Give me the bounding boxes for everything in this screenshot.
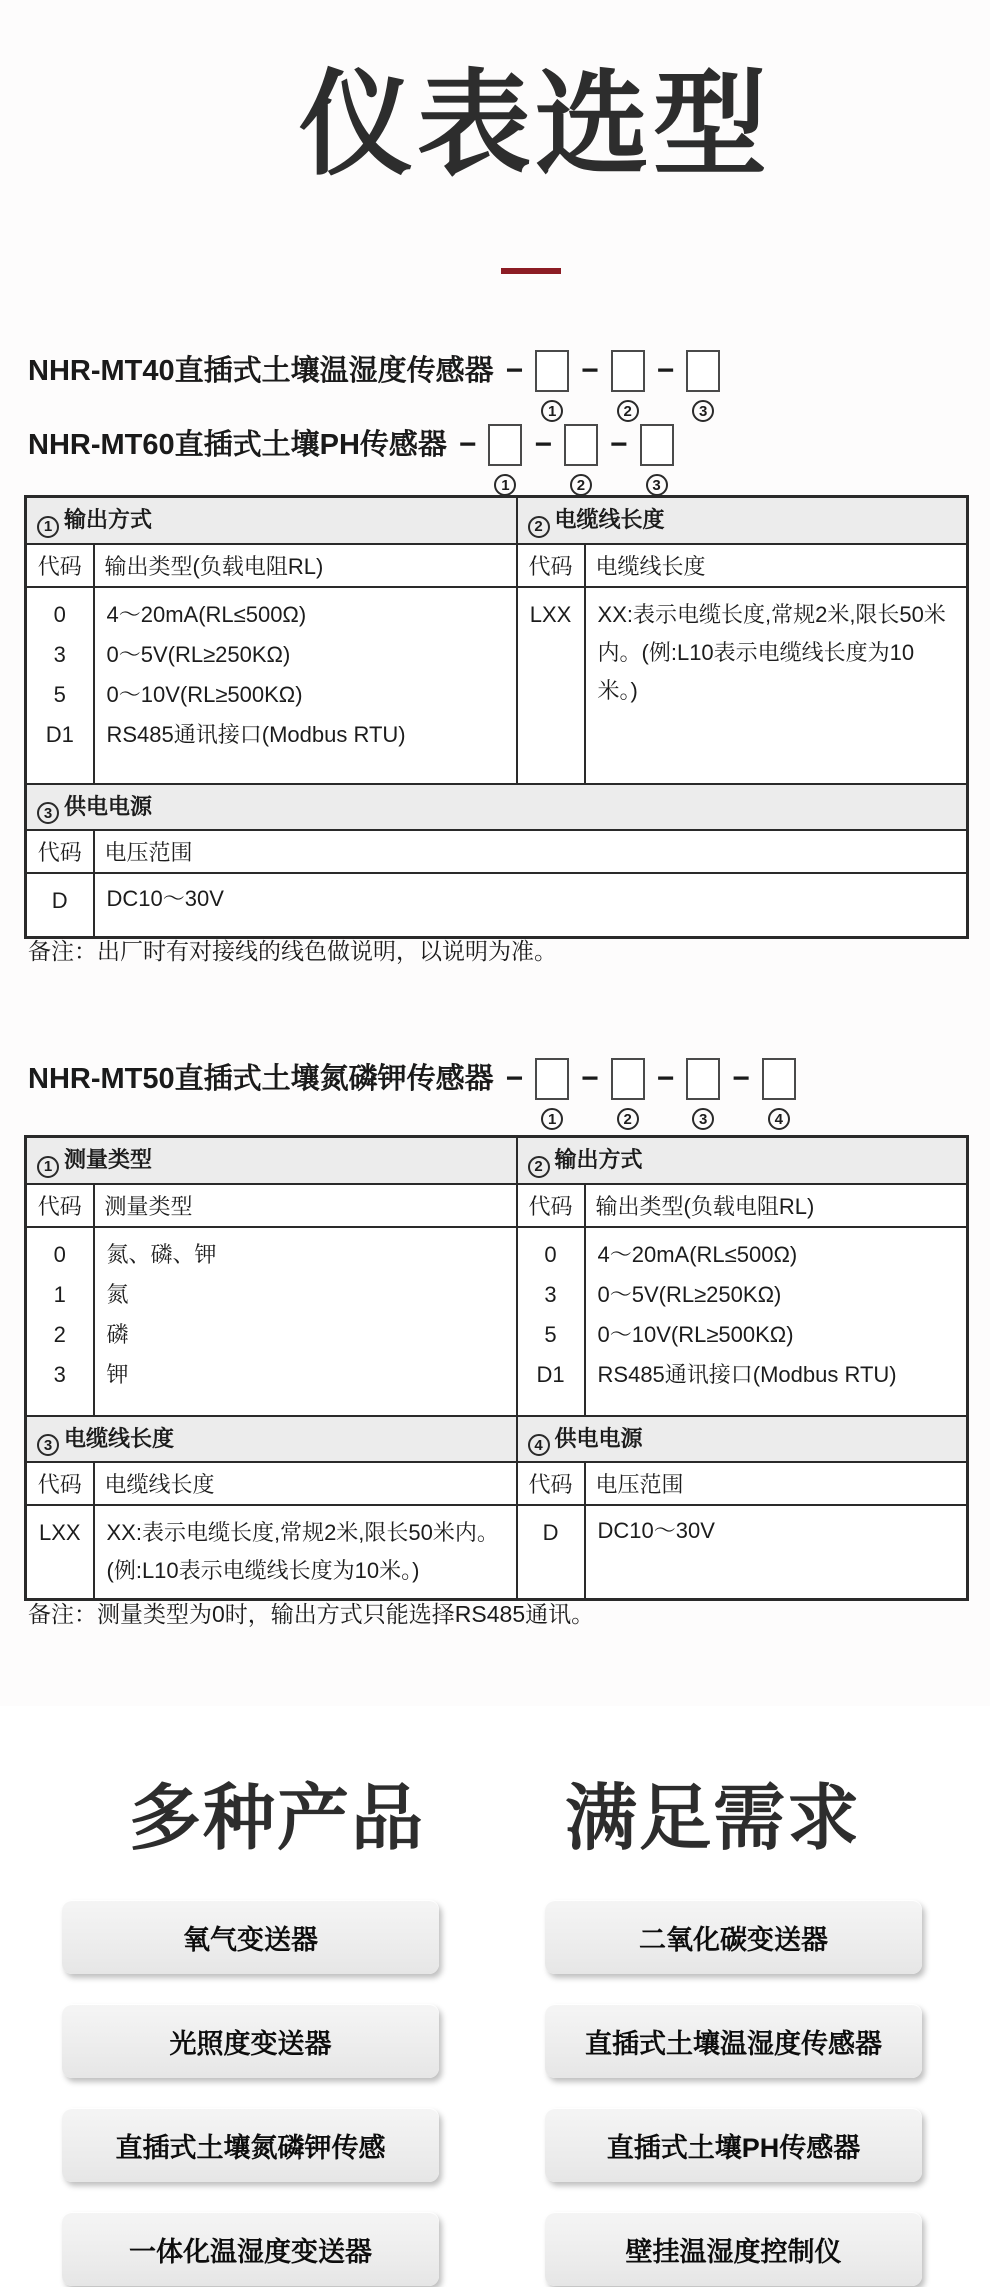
code-header-cell: 代码 <box>26 544 94 587</box>
product-button[interactable]: 直插式土壤温湿度传感器 <box>545 2004 922 2078</box>
section-number-icon: 1 <box>37 1156 59 1178</box>
option-box <box>686 350 720 392</box>
dash: − <box>581 354 599 387</box>
value-header-cell: 输出类型(负载电阻RL) <box>585 1184 968 1227</box>
product-button[interactable]: 壁挂温湿度控制仪 <box>545 2212 922 2286</box>
model-mt60 <box>28 424 674 496</box>
band-title: 供电电源 <box>64 793 153 819</box>
model-slot <box>494 1058 570 1130</box>
slot-number: 3 <box>692 400 714 422</box>
page-title: 仪表选型 <box>298 62 771 189</box>
option-box <box>686 1058 720 1100</box>
band-power-supply <box>26 784 968 831</box>
dash: − <box>505 1062 524 1095</box>
dash: − <box>732 1062 750 1095</box>
section-number-icon: 3 <box>37 802 59 824</box>
band-title: 供电电源 <box>554 1425 643 1451</box>
model-mt40 <box>28 350 720 422</box>
slot-number: 2 <box>617 400 639 422</box>
note-table2: 备注：测量类型为0时，输出方式只能选择RS485通讯。 <box>28 1601 595 1627</box>
dash: − <box>609 428 628 461</box>
model-slot <box>598 424 674 496</box>
dash: − <box>534 428 552 461</box>
model-mt50-name: NHR-MT50直插式土壤氮磷钾传感器 <box>28 1063 494 1095</box>
slot-number: 4 <box>768 1108 790 1130</box>
band-title: 测量类型 <box>64 1147 153 1172</box>
accent-divider <box>501 268 561 274</box>
model-slot <box>447 424 523 496</box>
band-power-supply <box>517 1416 968 1463</box>
code-header-cell: 代码 <box>26 830 94 873</box>
band-title: 电缆线长度 <box>64 1425 175 1451</box>
products-grid <box>62 1900 922 2286</box>
value-header-cell: 电压范围 <box>585 1462 968 1505</box>
dash: − <box>581 1062 599 1095</box>
model-slot <box>720 1058 796 1130</box>
code-cell: 0 1 2 3 <box>26 1227 94 1416</box>
slot-number: 1 <box>494 474 516 496</box>
dash: − <box>505 354 524 387</box>
value-cell: 4～20mA(RL≤500Ω) 0～5V(RL≥250KΩ) 0～10V(RL≥500KΩ) RS485通讯接口(Modbus RTU) <box>94 587 517 784</box>
slot-number: 1 <box>541 400 563 422</box>
band-measure-type <box>26 1137 517 1184</box>
band-title: 输出方式 <box>64 507 153 532</box>
value-cell: 4～20mA(RL≤500Ω) 0～5V(RL≥250KΩ) 0～10V(RL≥500KΩ) RS485通讯接口(Modbus RTU) <box>585 1227 968 1416</box>
option-box <box>535 1058 569 1100</box>
code-header-cell: 代码 <box>26 1184 94 1227</box>
code-cell: 0 3 5 D1 <box>26 587 94 784</box>
products-heading <box>0 1760 990 1864</box>
table-mt40-mt60-options <box>24 495 969 939</box>
slot-number: 1 <box>541 1108 563 1130</box>
section-number-icon: 1 <box>37 516 59 538</box>
value-header-cell: 测量类型 <box>94 1184 517 1227</box>
dash: − <box>656 354 675 387</box>
product-button[interactable]: 直插式土壤氮磷钾传感 <box>62 2108 439 2182</box>
value-header-cell: 输出类型(负载电阻RL) <box>94 544 517 587</box>
value-cell: XX:表示电缆长度,常规2米,限长50米内。(例:L10表示电缆线长度为10米。) <box>94 1505 517 1599</box>
option-box <box>640 424 674 466</box>
model-slot <box>569 1058 645 1130</box>
model-slot <box>645 1058 721 1130</box>
value-header-cell: 电缆线长度 <box>585 544 968 587</box>
option-box <box>762 1058 796 1100</box>
slot-number: 2 <box>617 1108 639 1130</box>
code-header-cell: 代码 <box>517 544 585 587</box>
dash: − <box>458 428 477 461</box>
option-box <box>488 424 522 466</box>
section-number-icon: 3 <box>37 1434 59 1456</box>
model-slot <box>569 350 645 422</box>
slot-number: 3 <box>646 474 668 496</box>
slot-number: 2 <box>570 474 592 496</box>
option-box <box>611 1058 645 1100</box>
code-header-cell: 代码 <box>517 1462 585 1505</box>
slot-number: 3 <box>692 1108 714 1130</box>
section-number-icon: 2 <box>528 1156 550 1178</box>
band-cable-length <box>26 1416 517 1463</box>
code-cell: LXX <box>517 587 585 784</box>
code-cell: D <box>26 873 94 937</box>
product-button[interactable]: 氧气变送器 <box>62 1900 439 1974</box>
band-output-mode <box>26 497 517 544</box>
band-title: 输出方式 <box>554 1147 643 1172</box>
note-table1: 备注：出厂时有对接线的线色做说明，以说明为准。 <box>28 938 557 964</box>
value-cell: XX:表示电缆长度,常规2米,限长50米内。(例:L10表示电缆线长度为10米。) <box>585 587 968 784</box>
section-number-icon: 2 <box>528 516 550 538</box>
products-heading-left: 多种产品 <box>128 1779 425 1859</box>
band-cable-length <box>517 497 968 544</box>
model-slot <box>494 350 570 422</box>
value-cell: 氮、磷、钾 氮 磷 钾 <box>94 1227 517 1416</box>
value-header-cell: 电压范围 <box>94 830 968 873</box>
band-title: 电缆线长度 <box>554 507 665 532</box>
value-cell: DC10～30V <box>94 873 968 937</box>
dash: − <box>656 1062 675 1095</box>
value-header-cell: 电缆线长度 <box>94 1462 517 1505</box>
option-box <box>535 350 569 392</box>
model-mt60-name: NHR-MT60直插式土壤PH传感器 <box>28 429 447 461</box>
product-button[interactable]: 一体化温湿度变送器 <box>62 2212 439 2286</box>
value-cell: DC10～30V <box>585 1505 968 1599</box>
code-cell: LXX <box>26 1505 94 1599</box>
code-cell: D <box>517 1505 585 1599</box>
code-header-cell: 代码 <box>26 1462 94 1505</box>
model-mt50 <box>28 1058 796 1130</box>
product-button[interactable]: 光照度变送器 <box>62 2004 439 2078</box>
table-mt50-options <box>24 1135 969 1601</box>
band-output-mode <box>517 1137 968 1184</box>
model-mt40-name: NHR-MT40直插式土壤温湿度传感器 <box>28 355 494 387</box>
product-button[interactable]: 二氧化碳变送器 <box>545 1900 922 1974</box>
option-box <box>564 424 598 466</box>
code-header-cell: 代码 <box>517 1184 585 1227</box>
products-heading-right: 满足需求 <box>565 1779 862 1859</box>
product-button[interactable]: 直插式土壤PH传感器 <box>545 2108 922 2182</box>
section-number-icon: 4 <box>528 1434 550 1456</box>
option-box <box>611 350 645 392</box>
model-slot <box>645 350 721 422</box>
model-slot <box>522 424 598 496</box>
code-cell: 0 3 5 D1 <box>517 1227 585 1416</box>
